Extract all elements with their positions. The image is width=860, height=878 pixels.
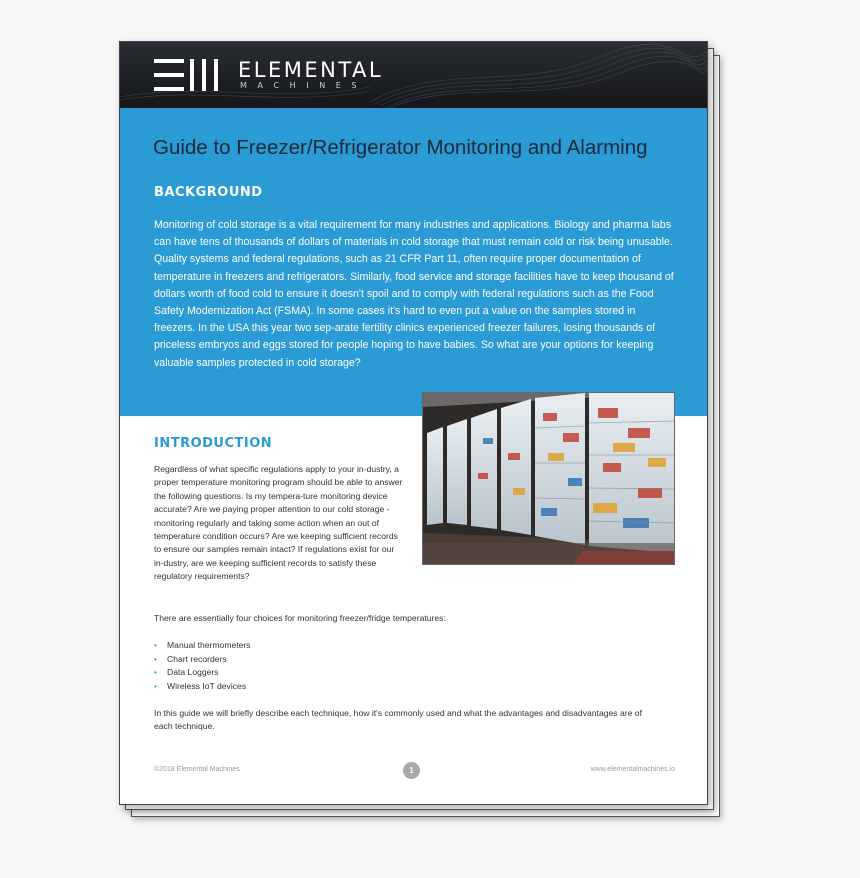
introduction-heading: INTRODUCTION	[154, 436, 273, 451]
background-paragraph: Monitoring of cold storage is a vital requirement for many industries and applications. Biology and pharma labs can have tens of thousands of dollars of materials in cold storage that must remain cold or risk being unusable. Quality systems and federal regulations, such as 21 CFR Part 11, often require proper documentation of temperature in freezers and refrigerators. Similarly, food service and storage facilities have to keep thousand of dollars worth of food cold to ensure it doesn't spoil and to comply with federal regulations such as the Food Safety Modernization Act (FSMA). In some cases it's hard to even put a value on the samples stored in freezers. In the USA this year two sep-arate fertility clinics experienced freezer failures, losing thousands of priceless embryos and eggs stored for people hoping to have babies. So what are your options for keeping valuable samples protected in cold storage?	[154, 219, 674, 369]
list-item	[154, 653, 251, 667]
list-item	[154, 680, 251, 694]
bullet-icon: •	[154, 668, 157, 677]
document-page	[119, 41, 708, 805]
list-item	[154, 666, 251, 680]
list-item	[154, 639, 251, 653]
bullet-icon: •	[154, 681, 157, 691]
footer-website-link[interactable]: www.elementalmachines.io	[590, 766, 675, 773]
monitoring-choices-list	[154, 639, 251, 693]
brand-subtitle: MACHINES	[240, 81, 368, 90]
page-number-badge: 1	[403, 762, 420, 779]
freezer-aisle-photo	[422, 392, 675, 565]
list-item-label: Data Loggers	[167, 667, 219, 677]
brand-name: ELEMENTAL	[238, 58, 384, 82]
choices-intro-text: There are essentially four choices for monitoring freezer/fridge temperatures:	[154, 613, 446, 623]
list-item-label: Manual thermometers	[167, 640, 251, 650]
background-heading: BACKGROUND	[154, 185, 263, 200]
page-title: Guide to Freezer/Refrigerator Monitoring and Alarming	[153, 136, 648, 159]
bullet-icon: •	[154, 654, 157, 664]
list-item-label: Chart recorders	[167, 653, 227, 664]
introduction-paragraph: Regardless of what specific regulations apply to your in-dustry, a proper temperature monitoring program should be able to answer the following questions. Is my tempera-ture monitoring device accurate? Are we paying proper attention to our cold storage - monitoring regularly and taking some action when an out of temperature condition occurs? Are we keeping sufficient records to ensure our samples remain intact? If regulations exist for our in-dustry, are we keeping sufficient records to satisfy these regulatory requirements?	[154, 464, 403, 582]
header-banner	[120, 42, 707, 108]
closing-paragraph: In this guide we will briefly describe each technique, how it's commonly used and what the advantages and disadvantages are of each technique.	[154, 708, 642, 732]
list-item-label: Wireless IoT devices	[167, 680, 247, 691]
footer-copyright: ©2018 Elemental Machines	[154, 766, 240, 773]
elemental-logo-icon	[154, 59, 224, 91]
bullet-icon: •	[154, 641, 157, 650]
